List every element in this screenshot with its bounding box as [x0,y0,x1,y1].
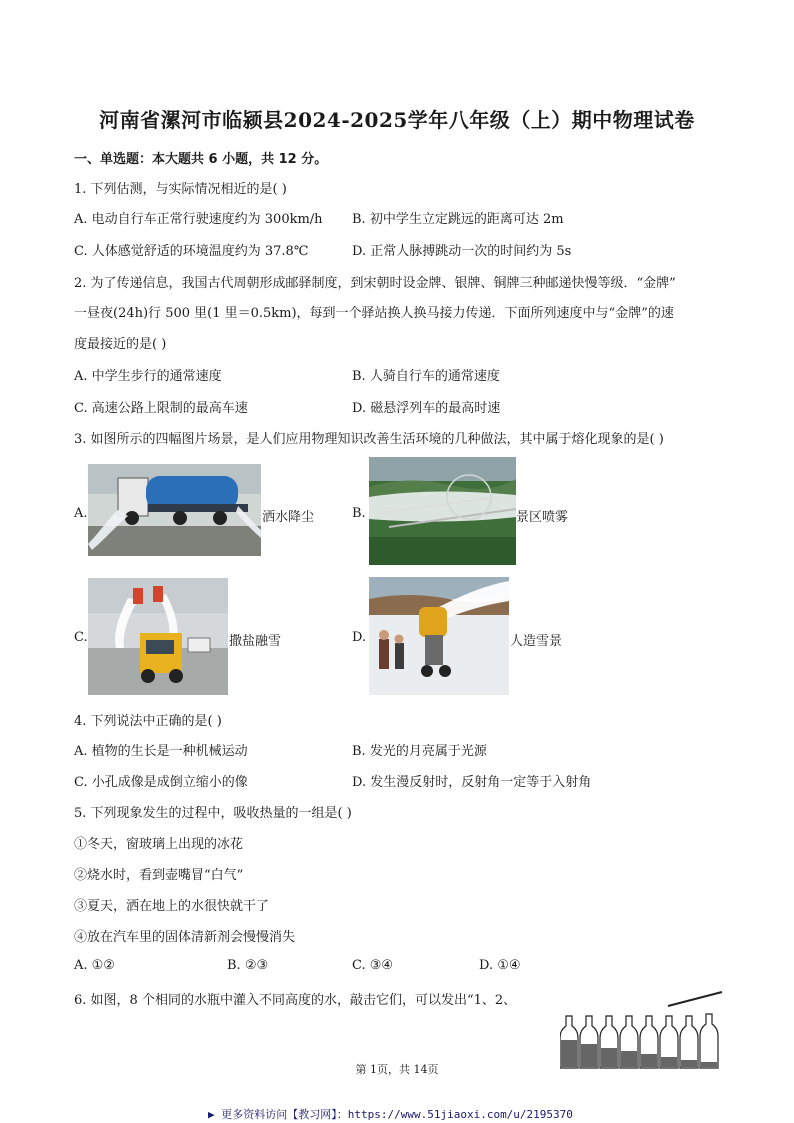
footer-resource-link[interactable]: ▶ 更多资料访问【教习网】：https://www.51jiaoxi.com/u/2195370 [208,1108,573,1121]
q3-option-a-letter: A. [74,506,88,521]
q3-option-d-caption: 人造雪景 [510,634,563,649]
q2-stem-line3: 度最接近的是( ) [74,337,167,352]
q4-option-a: A. 植物的生长是一种机械运动 [74,744,248,759]
page-number: 第 1页，共 14页 [355,1063,439,1076]
artificial-snow-photo [369,577,509,695]
q1-option-b: B. 初中学生立定跳远的距离可达 2m [352,212,564,227]
q2-stem-line1: 2. 为了传递信息，我国古代周朝形成邮驿制度，到宋朝时设金牌、银牌、铜牌三种邮递快慢等级．“金牌” [74,276,676,291]
q1-option-a: A. 电动自行车正常行驶速度约为 300km/h [74,212,323,227]
q1-stem: 1. 下列估测，与实际情况相近的是( ) [74,182,287,197]
q5-option-c: C. ③④ [352,958,394,973]
q3-stem: 3. 如图所示的四幅图片场景，是人们应用物理知识改善生活环境的几种做法，其中属于熔化现象的是( ) [74,432,664,447]
q5-item-4: ④放在汽车里的固体清新剂会慢慢消失 [74,930,296,945]
q3-option-a-caption: 洒水降尘 [262,510,315,525]
q2-stem-line2: 一昼夜(24h)行 500 里(1 里＝0.5km)，每到一个驿站换人换马接力传递．下面所列速度中与“金牌”的速 [74,306,674,321]
q1-option-c: C. 人体感觉舒适的环境温度约为 37.8℃ [74,244,309,259]
q3-option-c-letter: C. [74,630,88,645]
q3-option-b-caption: 景区喷雾 [516,510,569,525]
scenic-mist-photo [369,457,516,565]
q2-option-a: A. 中学生步行的通常速度 [74,369,222,384]
q3-option-b-letter: B. [352,506,366,521]
q4-option-d: D. 发生漫反射时，反射角一定等于入射角 [352,775,592,790]
q3-option-c-caption: 撒盐融雪 [229,634,282,649]
section-heading: 一、单选题：本大题共 6 小题，共 12 分。 [74,152,328,167]
q5-item-1: ①冬天，窗玻璃上出现的冰花 [74,837,244,852]
q1-option-d: D. 正常人脉搏跳动一次的时间约为 5s [352,244,572,259]
q6-stem: 6. 如图，8 个相同的水瓶中灌入不同高度的水，敲击它们，可以发出“1、2、 [74,993,517,1008]
q5-item-3: ③夏天，洒在地上的水很快就干了 [74,899,270,914]
q5-option-a: A. ①② [74,958,115,973]
sprinkler-truck-photo [88,464,261,556]
q4-option-b: B. 发光的月亮属于光源 [352,744,487,759]
q2-option-b: B. 人骑自行车的通常速度 [352,369,500,384]
salt-snow-truck-photo [88,578,228,695]
q5-stem: 5. 下列现象发生的过程中，吸收热量的一组是( ) [74,806,352,821]
q4-option-c: C. 小孔成像是成倒立缩小的像 [74,775,248,790]
q2-option-c: C. 高速公路上限制的最高车速 [74,401,248,416]
q4-stem: 4. 下列说法中正确的是( ) [74,714,222,729]
q3-option-d-letter: D. [352,630,367,645]
q2-option-d: D. 磁悬浮列车的最高时速 [352,401,501,416]
q5-option-d: D. ①④ [479,958,521,973]
q5-item-2: ②烧水时，看到壶嘴冒“白气” [74,868,244,883]
water-bottles-figure [560,990,725,1072]
q5-option-b: B. ②③ [227,958,269,973]
page-title: 河南省漯河市临颍县2024-2025学年八年级（上）期中物理试卷 [99,108,695,132]
